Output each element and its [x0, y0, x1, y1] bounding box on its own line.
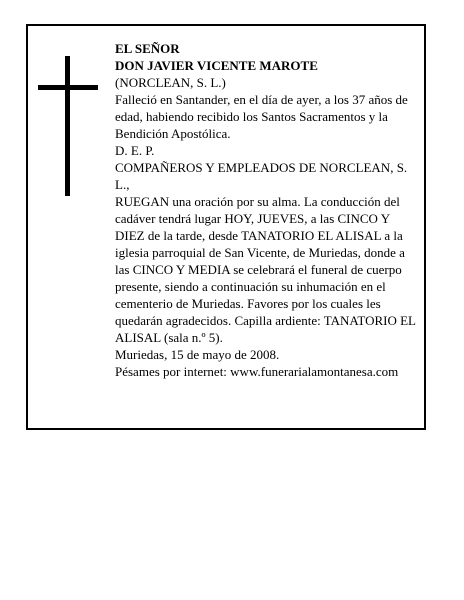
place-date: Muriedas, 15 de mayo de 2008. [115, 347, 280, 362]
obituary-frame [26, 24, 426, 430]
cross-horizontal-bar [38, 85, 98, 90]
deceased-name: DON JAVIER VICENTE MAROTE [115, 58, 318, 73]
mourners-line: COMPAÑEROS Y EMPLEADOS DE NORCLEAN, S. L., [115, 160, 408, 192]
death-announcement: Falleció en Santander, en el día de ayer, a los 37 años de edad, habiendo recibido los Santos Sacramentos y la Bendición Apostólica. [115, 92, 408, 141]
condolences-line: Pésames por internet: www.funerarialamontanesa.com [115, 364, 399, 379]
dep-line: D. E. P. [115, 143, 155, 158]
cross-icon [38, 56, 98, 196]
funeral-details: RUEGAN una oración por su alma. La conducción del cadáver tendrá lugar HOY, JUEVES, a las CINCO Y DIEZ de la tarde, desde TANATORIO EL ALISAL a la iglesia parroquial de San Vicente, de Muriedas, donde a las CINCO Y MEDIA se celebrará el funeral de cuerpo presente, siendo a continuación su inhumación en el cementerio de Muriedas. Favores por los cuales les quedarán agradecidos. Capilla ardiente: TANATORIO EL ALISAL (sala n.º 5). [115, 194, 416, 345]
notice-title: EL SEÑOR [115, 41, 180, 56]
obituary-text [115, 40, 421, 380]
company-name: (NORCLEAN, S. L.) [115, 75, 226, 90]
cross-vertical-bar [65, 56, 70, 196]
